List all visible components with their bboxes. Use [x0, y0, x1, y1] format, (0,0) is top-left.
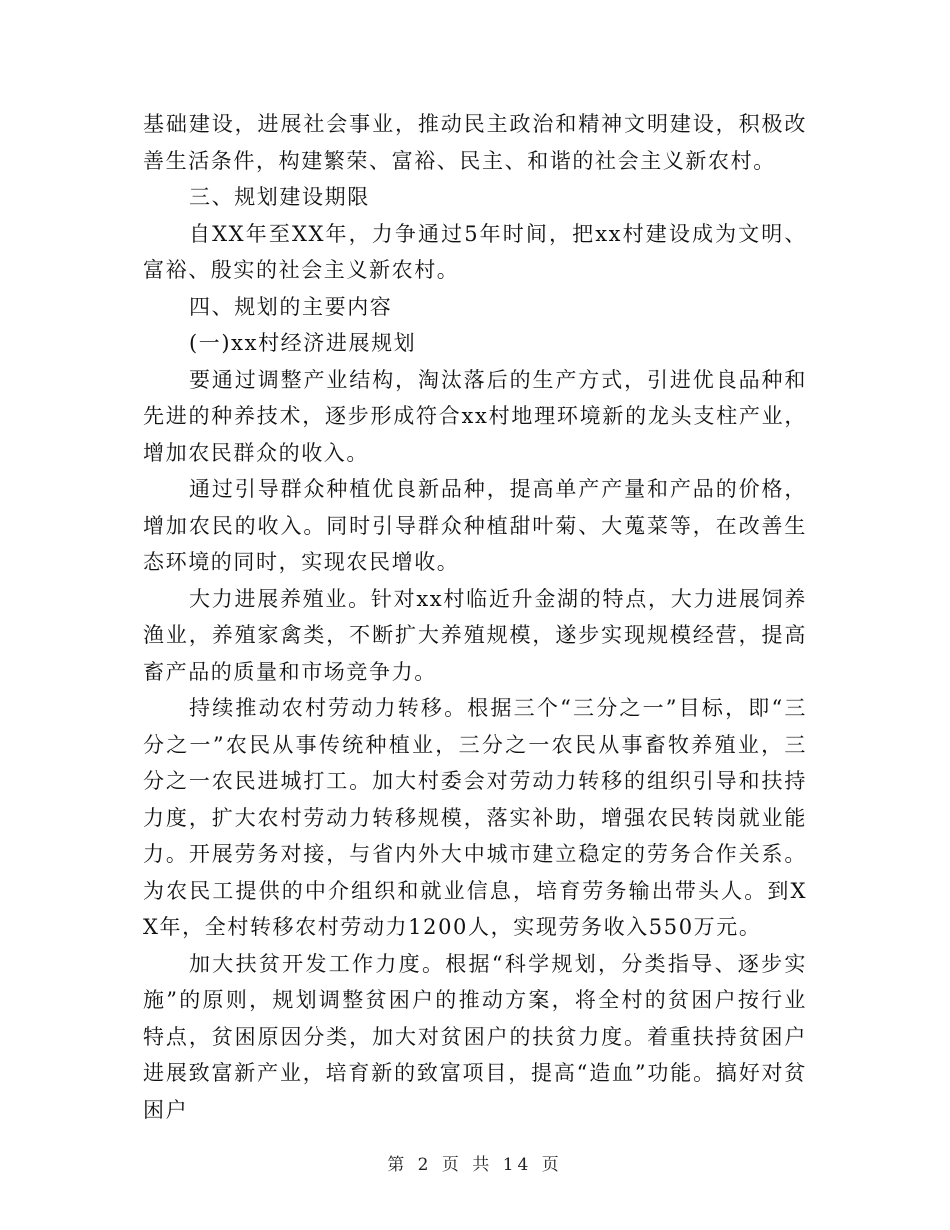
section-heading: 三、规划建设期限 [189, 185, 370, 209]
paragraph: 加大扶贫开发工作力度。根据“科学规划，分类指导、逐步实施”的原则，规划调整贫困户的推动方案，将全村的贫困户按行业特点，贫困原因分类，加大对贫困户的扶贫力度。着重扶持贫困户进展致富新产业，培育新的致富项目，提高“造血”功能。搞好对贫困户 [143, 951, 807, 1122]
paragraph: 自XX年至XX年，力争通过5年时间，把xx村建设成为文明、富裕、殷实的社会主义新农村。 [143, 221, 807, 282]
page-number-footer: 第 2 页 共 14 页 [387, 1155, 563, 1175]
document-body [143, 106, 807, 1128]
paragraph: 大力进展养殖业。针对xx村临近升金湖的特点，大力进展饲养渔业，养殖家禽类，不断扩大养殖规模，遂步实现规模经营，提高畜产品的质量和市场竞争力。 [143, 586, 807, 684]
subsection-heading: (一)xx村经济进展规划 [189, 331, 417, 355]
paragraph: 基础建设，进展社会事业，推动民主政治和精神文明建设，积极改善生活条件，构建繁荣、富裕、民主、和谐的社会主义新农村。 [143, 112, 807, 173]
paragraph: 通过引导群众种植优良新品种，提高单产产量和产品的价格，增加农民的收入。同时引导群众种植甜叶菊、大蒐菜等，在改善生态环境的同时，实现农民增收。 [143, 477, 807, 574]
paragraph: 要通过调整产业结构，淘汰落后的生产方式，引进优良品种和先进的种养技术，逐步形成符合xx村地理环境新的龙头支柱产业，增加农民群众的收入。 [143, 367, 807, 465]
paragraph: 持续推动农村劳动力转移。根据三个“三分之一”目标，即“三分之一”农民从事传统种植业，三分之一农民从事畜牧养殖业，三分之一农民进城打工。加大村委会对劳动力转移的组织引导和扶持力度，扩大农村劳动力转移规模，落实补助，增强农民转岗就业能力。开展劳务对接，与省内外大中城市建立稳定的劳务合作关系。为农民工提供的中介组织和就业信息，培育劳务输出带头人。到XX年，全村转移农村劳动力1200人，实现劳务收入550万元。 [143, 696, 807, 939]
section-heading: 四、规划的主要内容 [189, 294, 393, 319]
